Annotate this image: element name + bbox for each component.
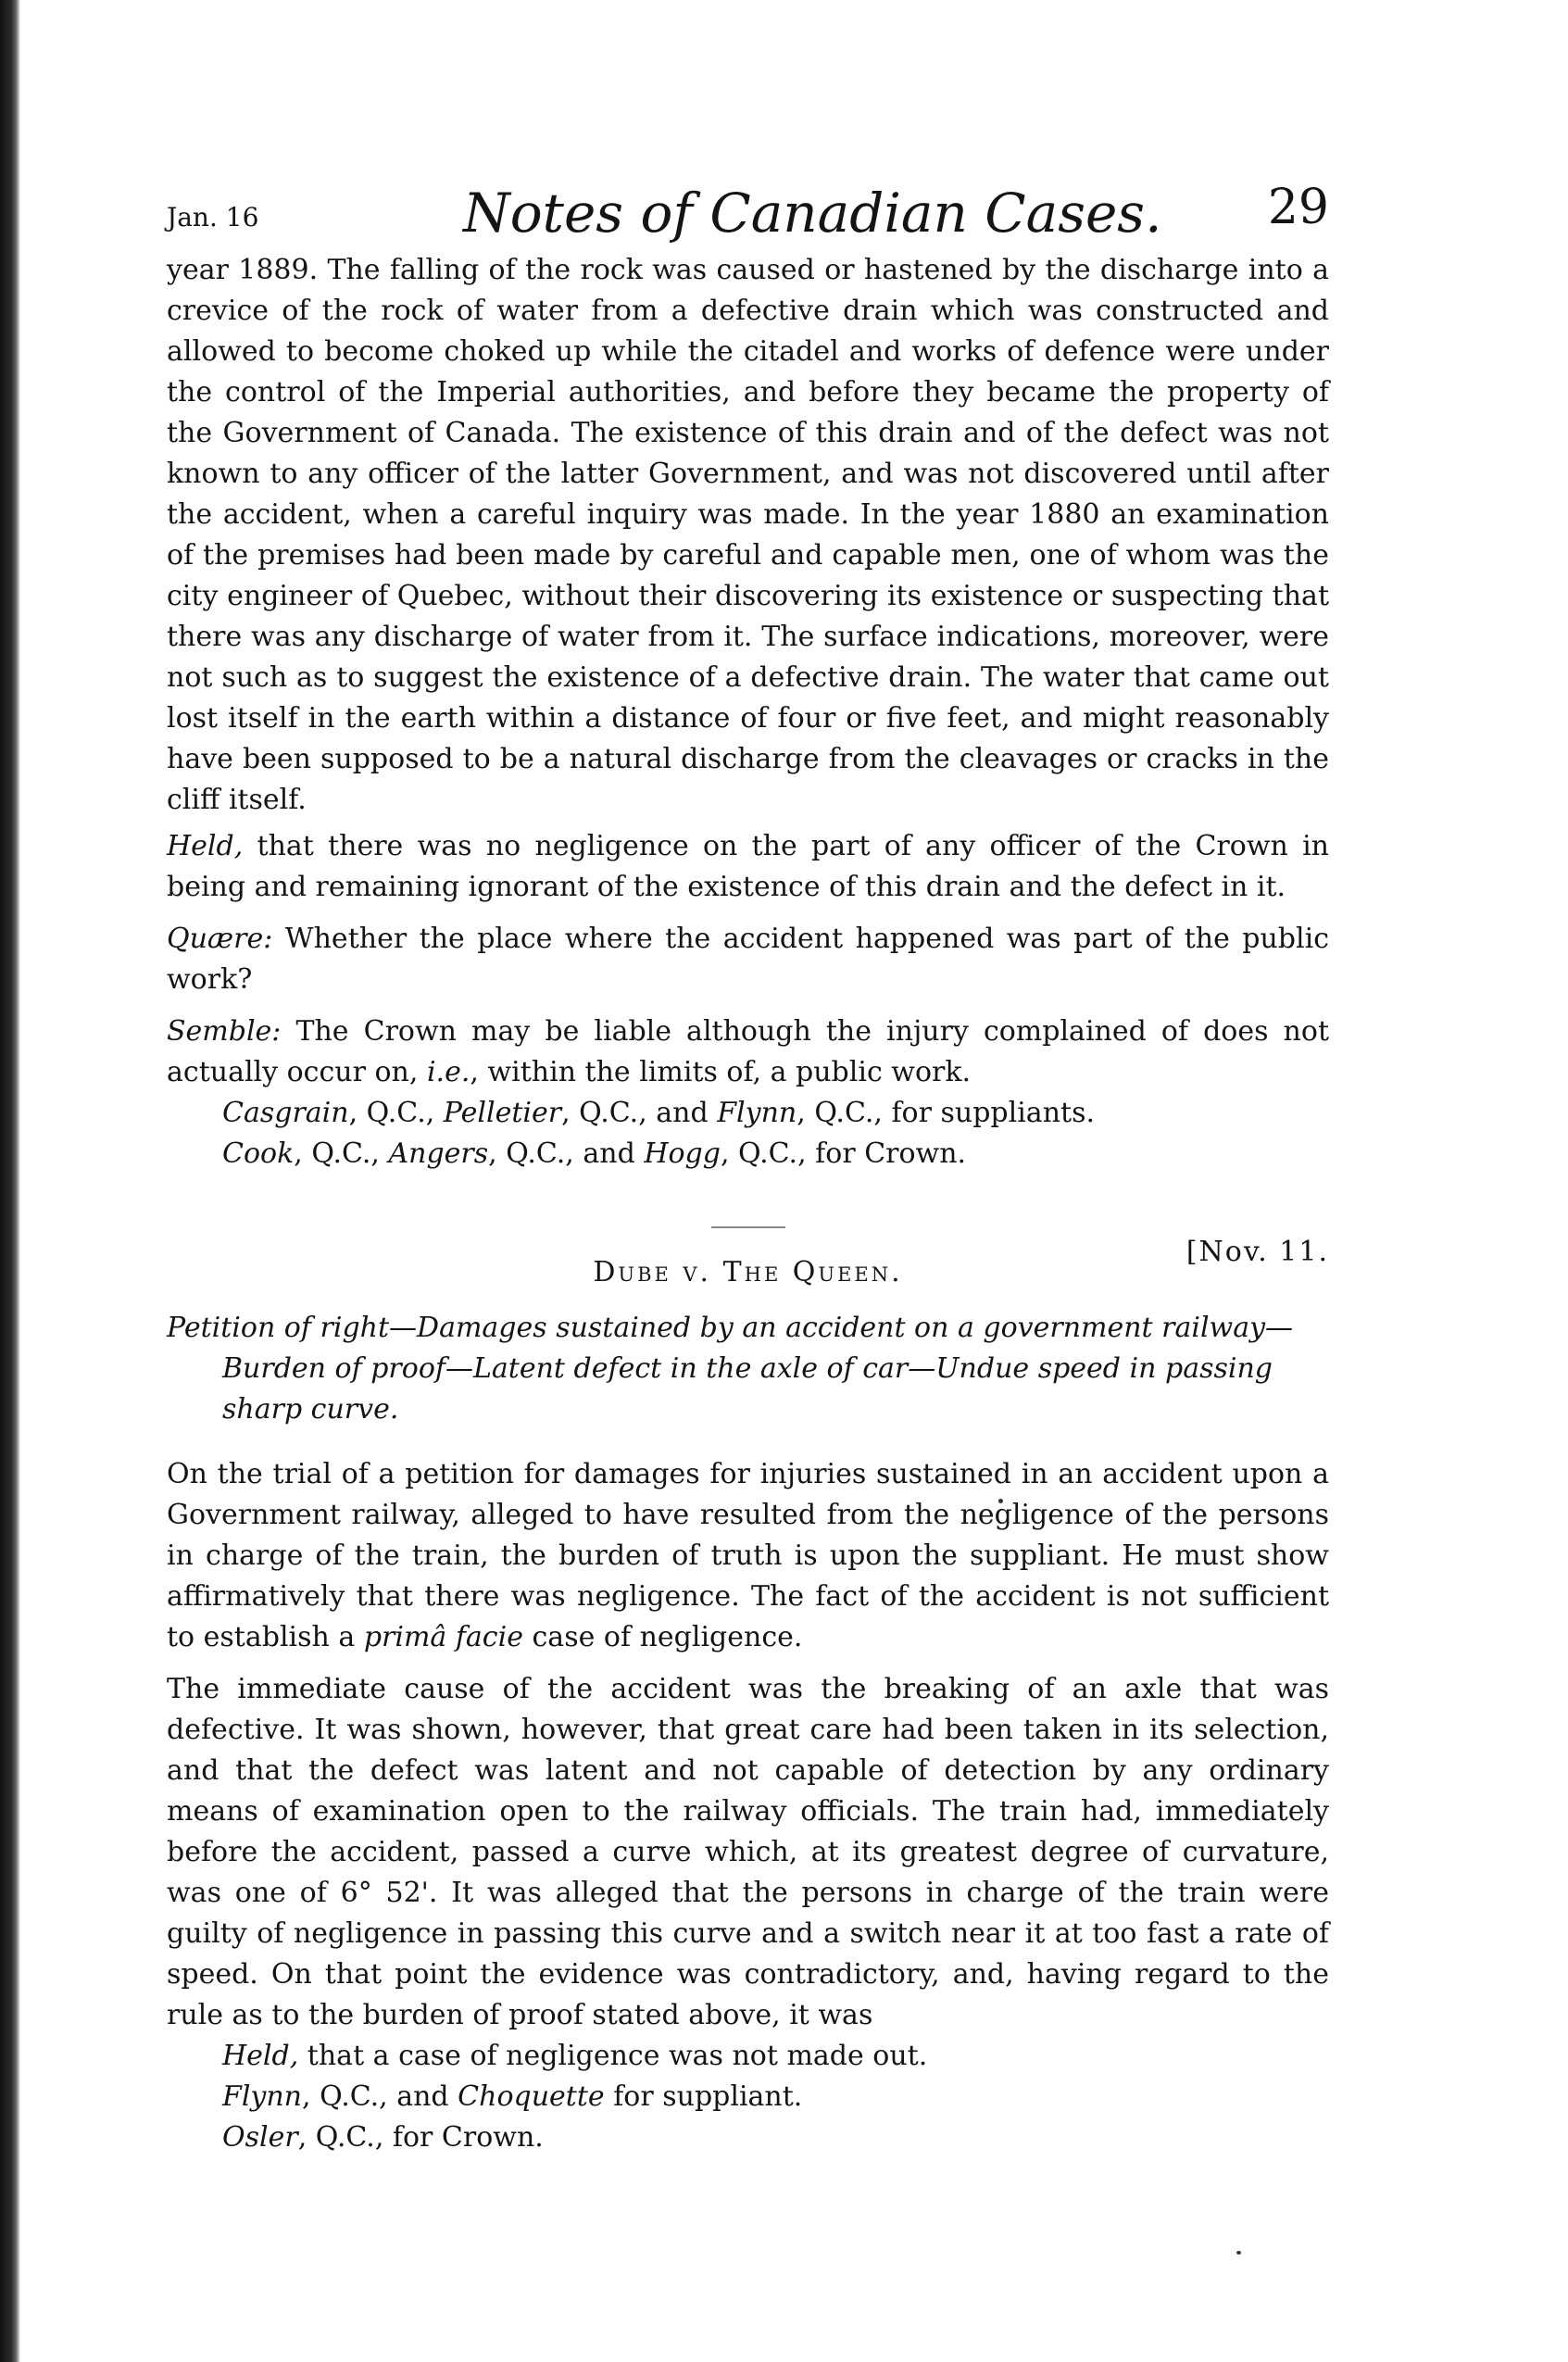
- paragraph-text: On the trial of a petition for damages for injuries sustained in an accident upon a Government railway, alleged to have resulted from the negligence of the persons in charge of the train, the burden of truth is upon the suppliant. He must show affirmatively that there was negligence. The fact of the accident is not sufficient to establish a: [167, 1458, 1329, 1653]
- counsel-text: , Q.C., for suppliants.: [797, 1097, 1096, 1129]
- case-heading: [167, 1234, 1329, 1295]
- counsel-text: for suppliant.: [604, 2080, 803, 2113]
- section-divider: [711, 1226, 785, 1228]
- counsel-text: , Q.C., for Crown.: [720, 1137, 967, 1170]
- semble-label: Semble:: [167, 1015, 282, 1048]
- counsel-name: Flynn: [717, 1097, 797, 1129]
- case-paragraph: [167, 1454, 1329, 1658]
- page-number: 29: [1267, 180, 1329, 235]
- counsel-text: , Q.C., for Crown.: [297, 2121, 544, 2154]
- counsel-text: , Q.C., and: [488, 1137, 645, 1170]
- semble-paragraph: [167, 1011, 1329, 1093]
- counsel-name: Osler: [222, 2121, 298, 2154]
- held-paragraph: [167, 2036, 1329, 2077]
- held-text: that there was no negligence on the part of any officer of the Crown in being and remaining ignorant of the existence of this drain and the defect in it.: [167, 830, 1329, 903]
- counsel-suppliants: [167, 1093, 1329, 1134]
- counsel-name: Angers: [388, 1137, 489, 1170]
- semble-text-end: , within the limits of, a public work.: [470, 1056, 972, 1088]
- held-text: that a case of negligence was not made out.: [298, 2040, 928, 2072]
- counsel-suppliant: [167, 2077, 1329, 2117]
- semble-text: The Crown may be liable although the injury complained of does not actually occur on,: [167, 1015, 1329, 1088]
- counsel-text: , Q.C., and: [302, 2080, 458, 2113]
- paragraph-text: case of negligence.: [522, 1621, 803, 1653]
- scan-speck: [1236, 2251, 1241, 2255]
- case-facts-paragraph: year 1889. The falling of the rock was caused or hastened by the discharge into a crevice of the rock of water from a defective drain which was constructed and allowed to become choked up while the citadel and works of defence were under the control of the Imperial authorities, and before they became the property of the Government of Canada. The existence of this drain and of the defect was not known to any officer of the latter Government, and was not discovered until after the accident, when a careful inquiry was made. In the year 1880 an examination of the premises had been made by careful and capable men, one of whom was the city engineer of Quebec, without their discovering its existence or suspecting that there was any discharge of water from it. The surface indications, moreover, were not such as to suggest the existence of a defective drain. The water that came out lost itself in the earth within a distance of four or five feet, and might reasonably have been supposed to be a natural discharge from the cleavages or cracks in the cliff itself.: [167, 254, 1329, 816]
- case-continuation: [167, 250, 1329, 1175]
- semble-ie: i.e.: [426, 1056, 470, 1088]
- held-paragraph: [167, 826, 1329, 908]
- case-headnote: Petition of right—Damages sustained by an accident on a government railway—Burden of proof—Latent defect in the axle of car—Undue speed in passing sharp curve.: [167, 1312, 1294, 1426]
- held-label: Held,: [167, 830, 244, 862]
- header-title: Notes of Canadian Cases.: [463, 182, 1162, 245]
- scan-binding-shadow: [0, 0, 20, 2362]
- counsel-text: , Q.C., and: [561, 1097, 718, 1129]
- counsel-name: Flynn: [222, 2080, 303, 2113]
- counsel-name: Choquette: [458, 2080, 605, 2113]
- counsel-name: Cook: [222, 1137, 295, 1170]
- counsel-name: Pelletier: [443, 1097, 562, 1129]
- counsel-name: Hogg: [644, 1137, 721, 1170]
- counsel-crown: [167, 1134, 1329, 1175]
- case-body: [167, 1454, 1329, 2158]
- case-title: Dube v. The Queen.: [593, 1256, 903, 1288]
- case-paragraph: The immediate cause of the accident was the breaking of an axle that was defective. It was shown, however, that great care had been taken in its selection, and that the defect was latent and not capable of detection by any ordinary means of examination open to the railway officials. The train had, immediately before the accident, passed a curve which, at its greatest degree of curvature, was one of 6° 52'. It was alleged that the persons in charge of the train were guilty of negligence in passing this curve and a switch near it at too fast a rate of speed. On that point the evidence was contradictory, and, having regard to the rule as to the burden of proof stated above, it was: [167, 1673, 1329, 2031]
- counsel-name: Casgrain: [222, 1097, 349, 1129]
- header-date: Jan. 16: [167, 202, 259, 232]
- page: [167, 176, 1329, 2158]
- running-header: [167, 176, 1329, 250]
- counsel-crown: [167, 2117, 1329, 2158]
- counsel-text: , Q.C.,: [294, 1137, 389, 1170]
- quaere-paragraph: [167, 919, 1329, 1000]
- quaere-label: Quære:: [167, 923, 273, 955]
- held-label: Held,: [222, 2040, 299, 2072]
- quaere-text: Whether the place where the accident happened was part of the public work?: [167, 923, 1329, 996]
- counsel-text: , Q.C.,: [348, 1097, 444, 1129]
- prima-facie: primâ facie: [363, 1621, 523, 1653]
- case-date: [Nov. 11.: [1185, 1236, 1329, 1268]
